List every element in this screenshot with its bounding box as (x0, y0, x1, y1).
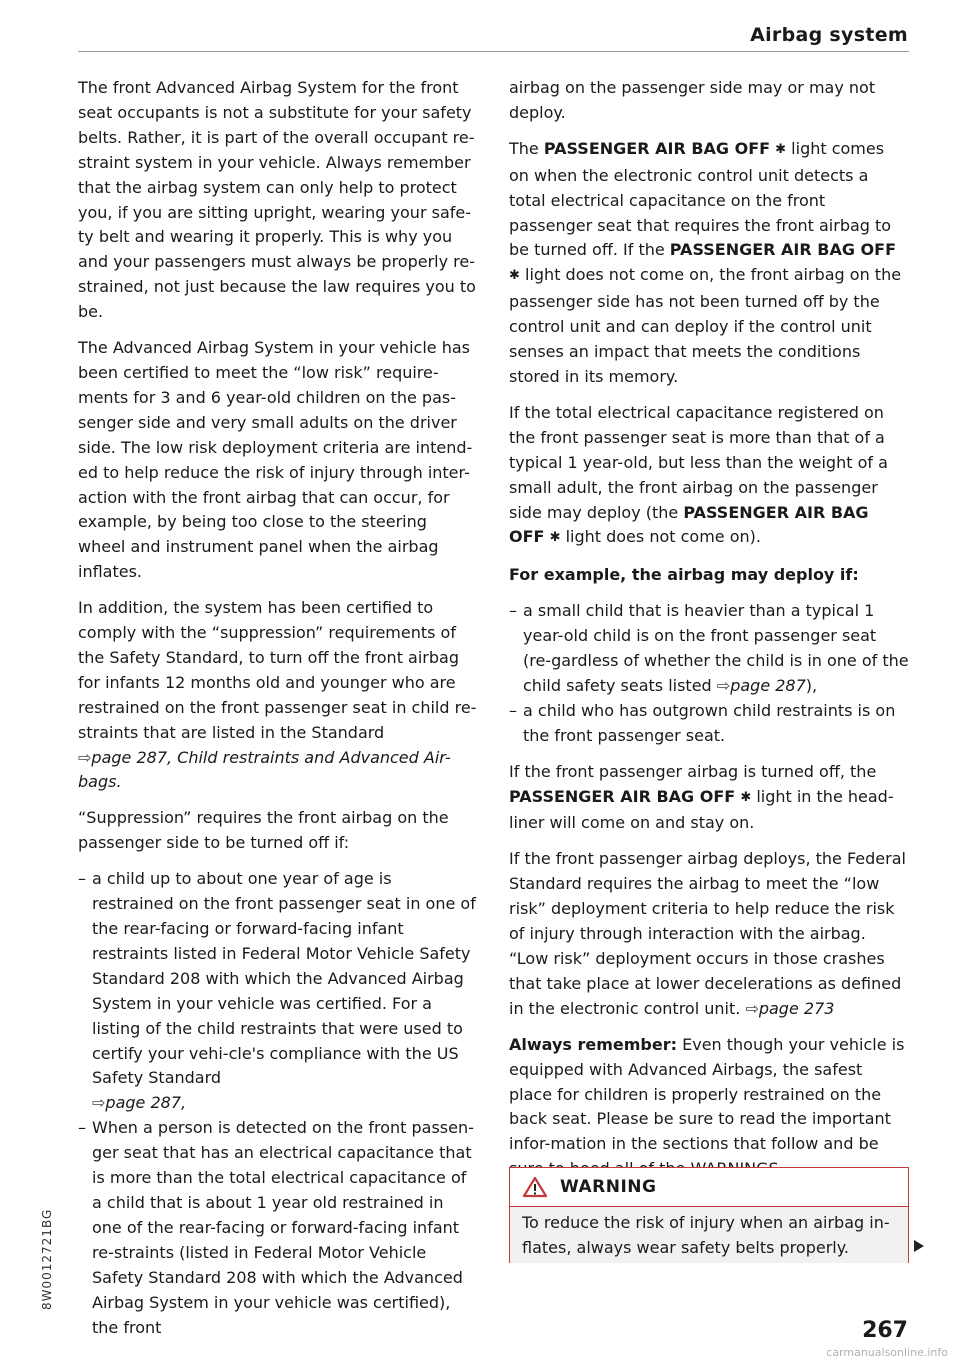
paragraph-capacitance: If the total electrical capacitance registered on the front passenger seat is more than that of a typical 1 year-old, but less than the weight of a small adult, the front airbag on the passenger side may deploy (the PASSENGER AIR BAG OFF ✱ light does not come on). (509, 401, 909, 552)
page-ref-link[interactable]: page 273 (758, 998, 835, 1018)
passenger-airbag-off-icon: ✱ (549, 530, 561, 546)
subheading-may-deploy: For example, the airbag may deploy if: (509, 565, 859, 585)
list-item: – When a person is detected on the front passen-ger seat that has an electrical capacitance that is more than the total electrical capacitance of a child that is about 1 year old restrained in one of the rear-facing or forward-facing infant re-straints (listed in Federal Motor Vehicle Safety Standard 208 with which the Advanced Airbag System in your vehicle was certified), the front (78, 1118, 474, 1337)
paragraph-continued: airbag on the passenger side may or may not deploy. (509, 78, 876, 122)
page-ref-arrow-icon: ⇨ (78, 747, 92, 767)
dash-bullet-icon: – (78, 1118, 86, 1138)
right-column (509, 76, 909, 1193)
list-item: – a small child that is heavier than a typical 1 year-old child is on the front passenger seat (re-gardless of whether the child is in one of the child safety seats listed ⇨page 287), (509, 601, 909, 695)
passenger-airbag-off-icon: ✱ (509, 268, 520, 284)
list-item: – a child who has outgrown child restraints is on the front passenger seat. (509, 700, 896, 745)
page-ref-link[interactable]: page 287, Child restraints and Advanced Air-bags. (78, 747, 451, 792)
indicator-name: PASSENGER AIR BAG OFF (543, 138, 771, 158)
warning-triangle-icon (522, 1176, 548, 1198)
deploy-list (509, 599, 909, 748)
warning-text: To reduce the risk of injury when an airbag in-flates, always wear safety belts properly. (510, 1207, 908, 1263)
warning-header (510, 1168, 908, 1207)
paragraph-suppression: In addition, the system has been certified to comply with the “suppression” requirements of the Safety Standard, to turn off the front airbag for infants 12 months old and younger who are restrained on the front passenger seat in child re-straints that are listed in the Standard ⇨page 287, Child restraints and Advanced Air-bags. (78, 598, 477, 792)
paragraph-suppression-requires: “Suppression” requires the front airbag on the passenger side to be turned off if: (78, 808, 449, 853)
page-ref-link[interactable]: page 287 (730, 675, 806, 695)
paragraph-always-remember: Always remember: Even though your vehicle is equipped with Advanced Airbags, the safest place for children is properly restrained on the back seat. Please be sure to read the important infor-mation in the sections that follow and be (509, 1034, 905, 1154)
page-number: 267 (862, 1318, 908, 1343)
paragraph-turned-off: If the front passenger airbag is turned off, the PASSENGER AIR BAG OFF ✱ light in the head-liner will come on and stay on. (509, 761, 894, 833)
dash-bullet-icon: – (509, 601, 517, 621)
paragraph-federal-standard: If the front passenger airbag deploys, the Federal Standard requires the airbag to meet the “low risk” deployment criteria to help reduce the risk of injury through interaction with the airbag. “Low risk” deployment occurs in those crashes that take place at lower decelerations as defined in the electronic control unit. ⇨page 273 (509, 849, 906, 1018)
dash-bullet-icon: – (78, 869, 86, 889)
warning-box (509, 1167, 909, 1263)
page-ref-arrow-icon: ⇨ (745, 998, 759, 1018)
section-title: Airbag system (750, 24, 908, 46)
watermark: carmanualsonline.info (826, 1346, 948, 1359)
continue-arrow-icon (914, 1240, 924, 1252)
header-divider (78, 51, 909, 52)
indicator-name: PASSENGER AIR BAG OFF (669, 240, 897, 260)
suppression-list (78, 867, 478, 1340)
document-code: 8W0012721BG (40, 1208, 54, 1310)
indicator-name: PASSENGER AIR BAG OFF (509, 502, 869, 547)
warning-title: WARNING (560, 1177, 657, 1197)
left-column (78, 76, 478, 1351)
paragraph-intro: The front Advanced Airbag System for the front seat occupants is not a substitute for your safety belts. Rather, it is part of the overall occupant re-straint system in your vehicle. Always remember that the airbag system can only help to protect you, if you are sitting upright, wearing your safe-ty belt and wearing it properly. This is why you and your passengers must always be properly re-strained, not just because the law requires you to be. (78, 78, 476, 322)
passenger-airbag-off-icon: ✱ (775, 141, 787, 157)
paragraph-low-risk: The Advanced Airbag System in your vehicle has been certified to meet the “low risk” require-ments for 3 and 6 year-old children on the pas-senger side and very small adults on the driver side. The low risk deployment criteria are intend-ed to help reduce the risk of injury through inter-action with the front airbag that can occur, for example, by being too close to the steering wheel and instrument panel when the airbag inflates. (78, 338, 473, 582)
page-ref-arrow-icon: ⇨ (92, 1093, 106, 1113)
page-ref-link[interactable]: page 287, (105, 1093, 187, 1113)
indicator-name: PASSENGER AIR BAG OFF (509, 786, 736, 806)
paragraph-light-comes-on: The PASSENGER AIR BAG OFF ✱ light comes on when the electronic control unit detects a total electrical capacitance on the front passenger seat that requires the front airbag to be turned off. If the PASSENGER AIR BAG OFF ✱ light does not come on, the front airbag on the passenger side has not been turned off by the control unit and can deploy if the control unit senses an impact that meets the conditions stored in its memory. (509, 138, 902, 386)
passenger-airbag-off-icon: ✱ (740, 789, 752, 805)
page-ref-arrow-icon: ⇨ (716, 675, 731, 695)
list-item: – a child up to about one year of age is restrained on the front passenger seat in one of the rear-facing or forward-facing infant restraints listed in Federal Motor Vehicle Safety Standard 208 with which the Advanced Airbag System in your vehicle was certified. For a listing of the child restraints that were used to certify your vehi-cle's compliance with the US Safety Standard ⇨page 287, (78, 869, 476, 1113)
dash-bullet-icon: – (509, 700, 517, 720)
